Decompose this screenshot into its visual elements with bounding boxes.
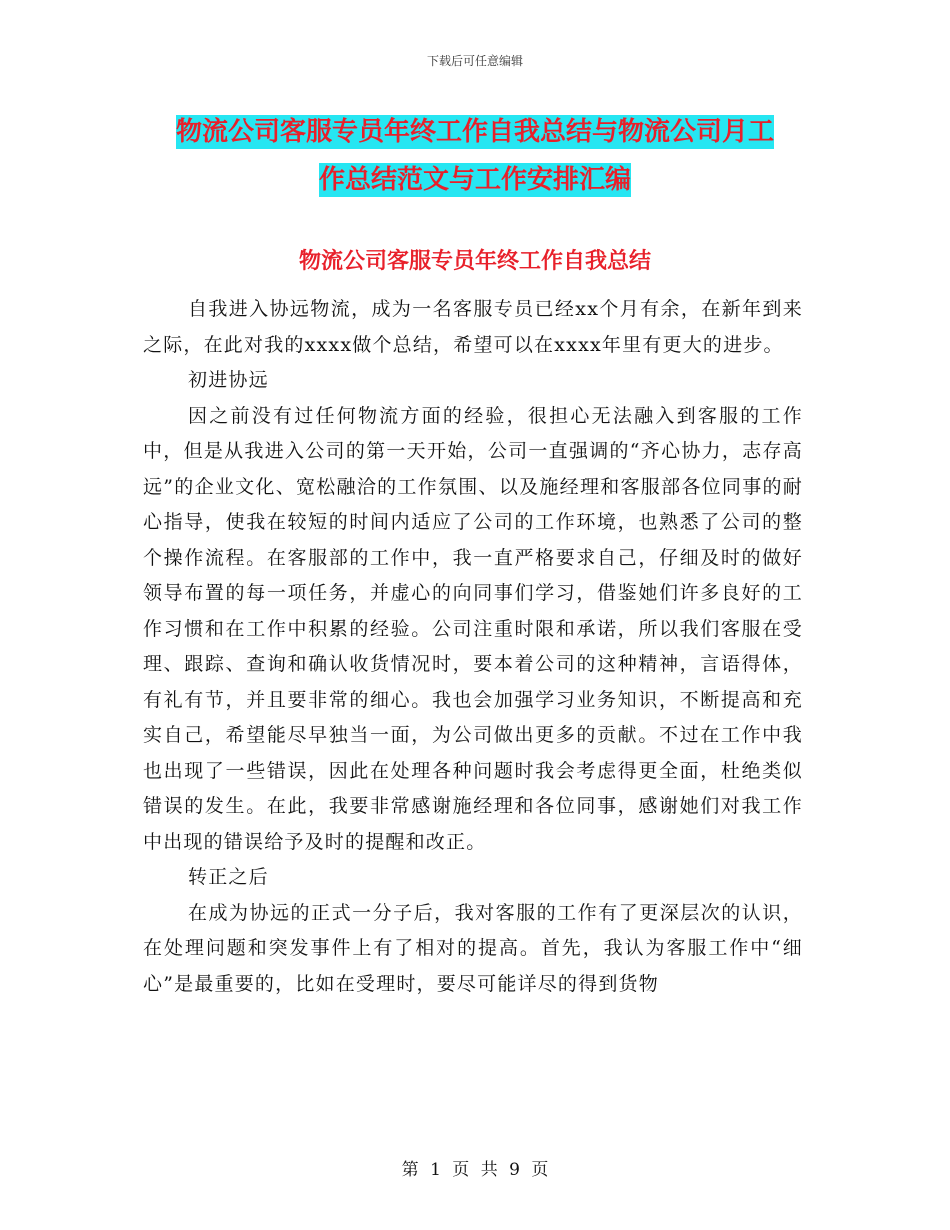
subheading-after-regularization: 转正之后 — [188, 866, 269, 888]
paragraph-after-regularization: 在成为协远的正式一分子后，我对客服的工作有了更深层次的认识，在处理问题和突发事件上有了相对的提高。首先，我认为客服工作中“细心”是最重要的，比如在受理时，要尽可能详尽的得到货物 — [143, 901, 803, 995]
subheading-initial-period: 初进协远 — [188, 369, 269, 391]
document-body — [143, 292, 803, 1002]
page-header-note: 下载后可任意编辑 — [426, 54, 523, 68]
paragraph-intro: 自我进入协远物流，成为一名客服专员已经xx个月有余，在新年到来之际，在此对我的xxxx做个总结，希望可以在xxxx年里有更大的进步。 — [143, 298, 803, 356]
document-title-line-1: 物流公司客服专员年终工作自我总结与物流公司月工 — [175, 117, 774, 147]
page-number-footer: 第 1 页 共 9 页 — [401, 1160, 549, 1180]
section-title: 物流公司客服专员年终工作自我总结 — [298, 249, 651, 274]
document-title-line-2: 作总结范文与工作安排汇编 — [318, 165, 631, 195]
document-title — [140, 108, 810, 204]
paragraph-initial-period: 因之前没有过任何物流方面的经验，很担心无法融入到客服的工作中，但是从我进入公司的第一天开始，公司一直强调的“齐心协力，志存高远”的企业文化、宽松融洽的工作氛围、以及施经理和客服部各位同事的耐心指导，使我在较短的时间内适应了公司的工作环境，也熟悉了公司的整个操作流程。在客服部的工作中，我一直严格要求自己，仔细及时的做好领导布置的每一项任务，并虚心的向同事们学习，借鉴她们许多良好的工作习惯和在工作中积累的经验。公司注重时限和承诺，所以我们客服在受理、跟踪、查询和确认收货情况时，要本着公司的这种精神，言语得体，有礼有节，并且要非常的细心。我也会加强学习业务知识，不断提高和充实自己，希望能尽早独当一面，为公司做出更多的贡献。不过在工作中我也出现了一些错误，因此在处理各种问题时我会考虑得更全面，杜绝类似错误的发生。在此，我要非常感谢施经理和各位同事，感谢她们对我工作中出现的错误给予及时的提醒和改正。 — [143, 404, 803, 853]
